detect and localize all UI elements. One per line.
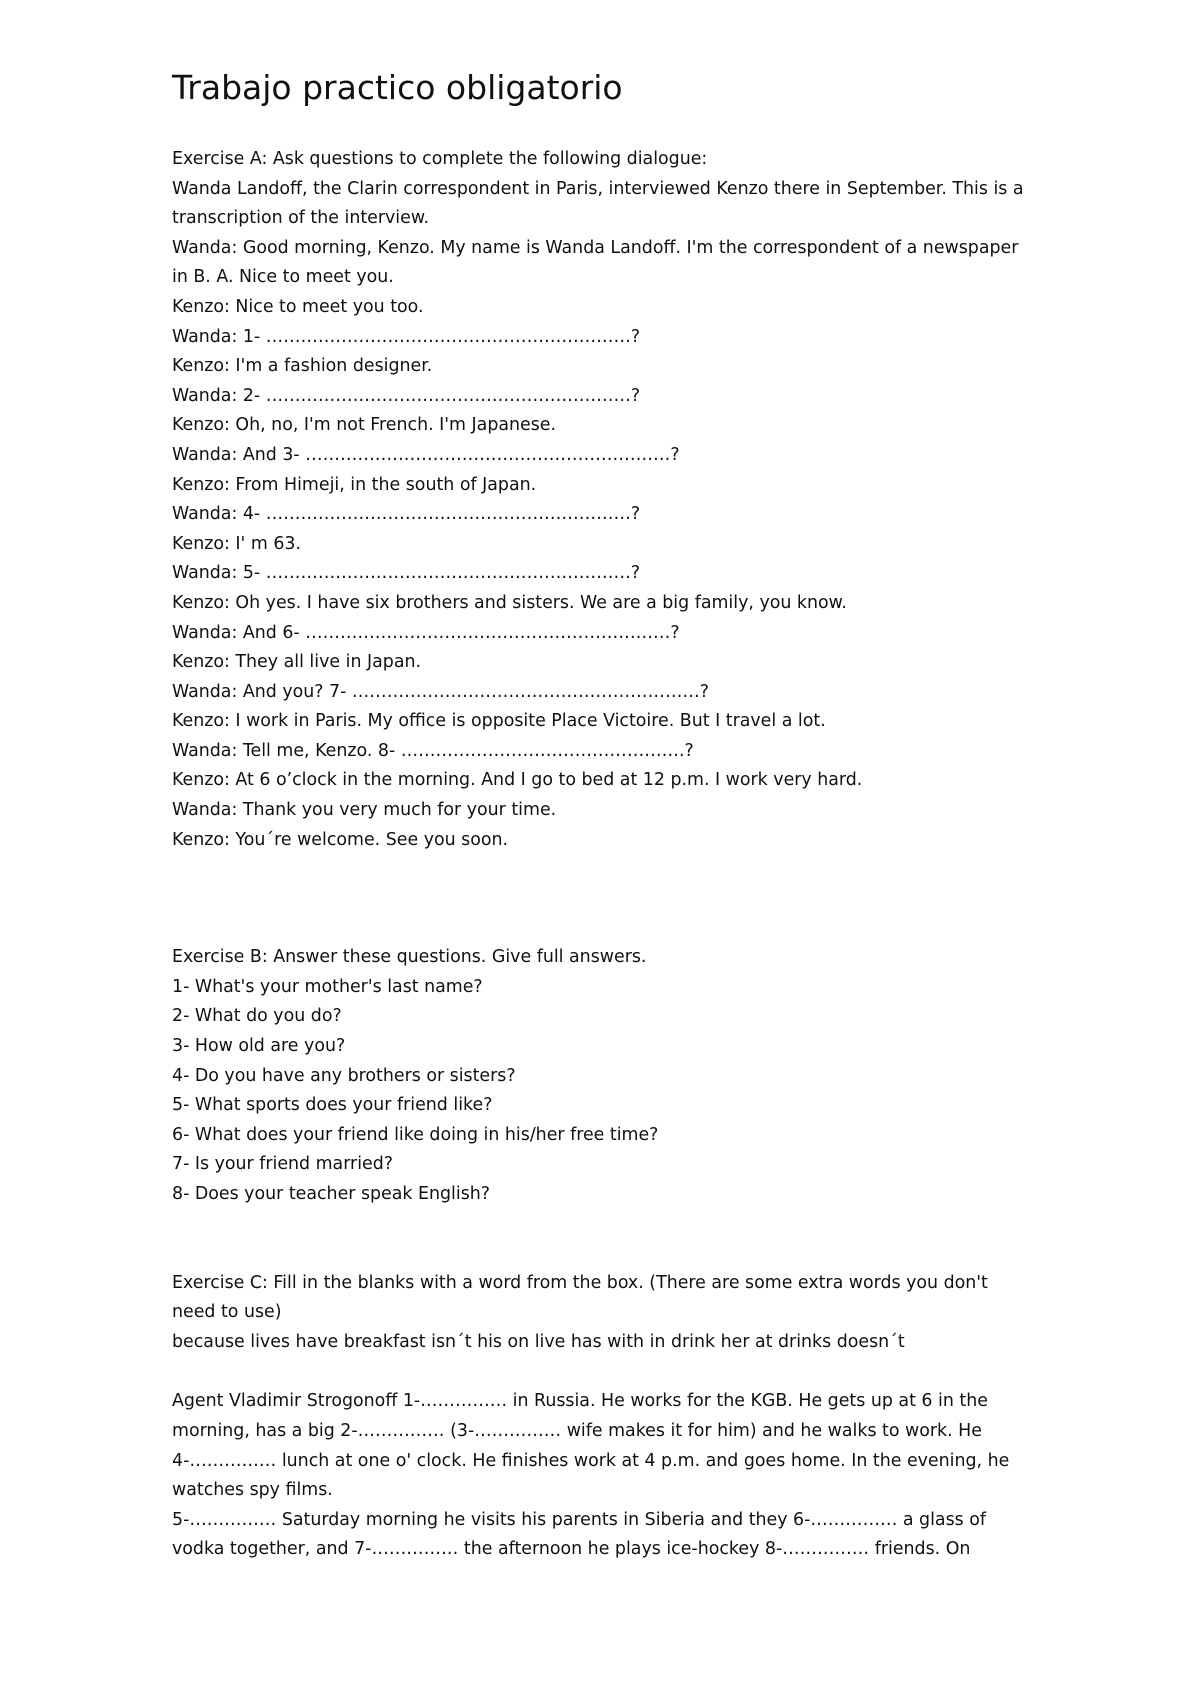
dialogue-line: Wanda: And 3- ………………………………………………………? [172, 444, 680, 465]
dialogue-line: Kenzo: I work in Paris. My office is opposite Place Victoire. But I travel a lot. [172, 711, 826, 732]
dialogue-line: Wanda: Thank you very much for your time. [172, 800, 557, 821]
exercise-c-heading: Exercise C: Fill in the blanks with a word from the box. (There are some extra words you don't need to use) [172, 1272, 988, 1323]
document-body [172, 145, 1032, 1565]
question-item: 1- What's your mother's last name? [172, 976, 483, 997]
exercise-a-intro: Wanda Landoff, the Clarin correspondent in Paris, interviewed Kenzo there in September. This is a transcription of the interview. [172, 178, 1024, 229]
section-spacer [172, 1210, 1032, 1269]
question-item: 7- Is your friend married? [172, 1154, 394, 1175]
question-item: 6- What does your friend like doing in his/her free time? [172, 1124, 659, 1145]
dialogue-line: Wanda: 1- ………………………………………………………? [172, 326, 641, 347]
dialogue-line: Wanda: And you? 7- ……………………………………………………? [172, 681, 709, 702]
dialogue-line: Kenzo: From Himeji, in the south of Japan. [172, 474, 537, 495]
question-item: 3- How old are you? [172, 1036, 346, 1057]
dialogue-line: Kenzo: I'm a fashion designer. [172, 356, 433, 377]
exercise-b-heading: Exercise B: Answer these questions. Give full answers. [172, 947, 647, 968]
dialogue-line: Kenzo: Nice to meet you too. [172, 296, 424, 317]
question-item: 4- Do you have any brothers or sisters? [172, 1065, 516, 1086]
word-box: because lives have breakfast isn´t his on live has with in drink her at drinks doesn´t [172, 1331, 905, 1352]
dialogue-line: Wanda: And 6- ………………………………………………………? [172, 622, 680, 643]
dialogue-line: Kenzo: I' m 63. [172, 533, 301, 554]
exercise-c-paragraph: 5-…………… Saturday morning he visits his parents in Siberia and they 6-…………… a glass of vodka together, and 7-…………… the afternoon he plays ice-hockey 8-…………… friends. On [172, 1509, 986, 1560]
dialogue-line: Wanda: 2- ………………………………………………………? [172, 385, 641, 406]
exercise-a-heading: Exercise A: Ask questions to complete the following dialogue: [172, 149, 708, 169]
dialogue-line: Wanda: 5- ………………………………………………………? [172, 563, 641, 584]
document-title: Trabajo practico obligatorio [172, 68, 623, 107]
paragraph-spacer [172, 1357, 1032, 1387]
dialogue-line: Kenzo: They all live in Japan. [172, 652, 422, 673]
section-spacer [172, 855, 1032, 943]
dialogue-line: Wanda: Good morning, Kenzo. My name is Wanda Landoff. I'm the correspondent of a newspaper in B. A. Nice to meet you. [172, 237, 1019, 288]
dialogue-line: Kenzo: Oh yes. I have six brothers and sisters. We are a big family, you know. [172, 592, 847, 613]
dialogue-line: Kenzo: Oh, no, I'm not French. I'm Japanese. [172, 415, 557, 436]
question-item: 8- Does your teacher speak English? [172, 1184, 491, 1204]
question-item: 2- What do you do? [172, 1006, 342, 1027]
dialogue-line: Kenzo: At 6 o’clock in the morning. And I go to bed at 12 p.m. I work very hard. [172, 770, 863, 791]
dialogue-line: Wanda: 4- ………………………………………………………? [172, 504, 641, 525]
question-item: 5- What sports does your friend like? [172, 1095, 493, 1116]
exercise-c-paragraph: Agent Vladimir Strogonoff 1-…………… in Russia. He works for the KGB. He gets up at 6 in the morning, has a big 2-…………… (3-…………… wife makes it for him) and he walks to work. He 4-…………… lunch at one o' clock. He finishes work at 4 p.m. and goes home. In the evening, he watches spy films. [172, 1391, 1010, 1501]
dialogue-line: Wanda: Tell me, Kenzo. 8- ………………………………………….? [172, 740, 694, 761]
dialogue-line: Kenzo: You´re welcome. See you soon. [172, 829, 509, 850]
